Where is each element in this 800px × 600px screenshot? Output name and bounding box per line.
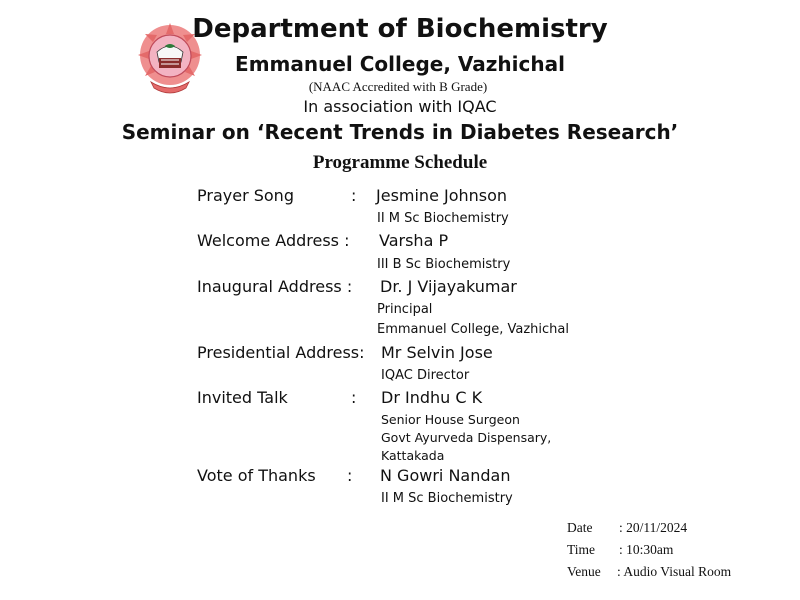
venue-label: Venue [567,564,601,579]
accreditation-note: (NAAC Accredited with B Grade) [308,79,488,94]
schedule-label: Inaugural Address : [197,277,353,296]
schedule-colon: : [351,388,357,407]
time-label: Time [567,542,596,557]
schedule-name: N Gowri Nandan [380,466,511,485]
schedule-name: Dr. J Vijayakumar [380,277,517,296]
schedule-colon: : [351,186,357,205]
schedule-name: Jesmine Johnson [376,186,508,205]
schedule-label: Presidential Address: [197,343,365,362]
schedule-detail: Principal [377,302,433,317]
schedule-detail: II M Sc Biochemistry [377,211,509,226]
schedule-detail: IQAC Director [381,368,470,383]
schedule-label: Invited Talk [197,388,288,407]
schedule-name: Mr Selvin Jose [381,343,493,362]
college-name: Emmanuel College, Vazhichal [235,52,565,76]
schedule-detail: Emmanuel College, Vazhichal [377,322,569,337]
association-line: In association with IQAC [303,97,497,116]
venue-value: : Audio Visual Room [617,564,732,579]
schedule-name: Varsha P [379,231,449,250]
time-value: : 10:30am [619,542,674,557]
department-title: Department of Biochemistry [192,14,608,44]
schedule-detail: Kattakada [381,448,445,463]
schedule-colon: : [347,466,353,485]
schedule-name: Dr Indhu C K [381,388,483,407]
schedule-label: Prayer Song [197,186,294,205]
seminar-title: Seminar on ‘Recent Trends in Diabetes Research’ [121,120,679,144]
schedule-label: Vote of Thanks [197,466,316,485]
programme-title: Programme Schedule [312,152,488,173]
schedule-detail: III B Sc Biochemistry [377,257,511,272]
date-value: : 20/11/2024 [619,520,688,535]
schedule-detail: Govt Ayurveda Dispensary, [381,430,552,445]
schedule-detail: II M Sc Biochemistry [381,491,513,506]
schedule-label: Welcome Address : [197,231,350,250]
date-label: Date [567,520,593,535]
schedule-detail: Senior House Surgeon [381,412,520,427]
